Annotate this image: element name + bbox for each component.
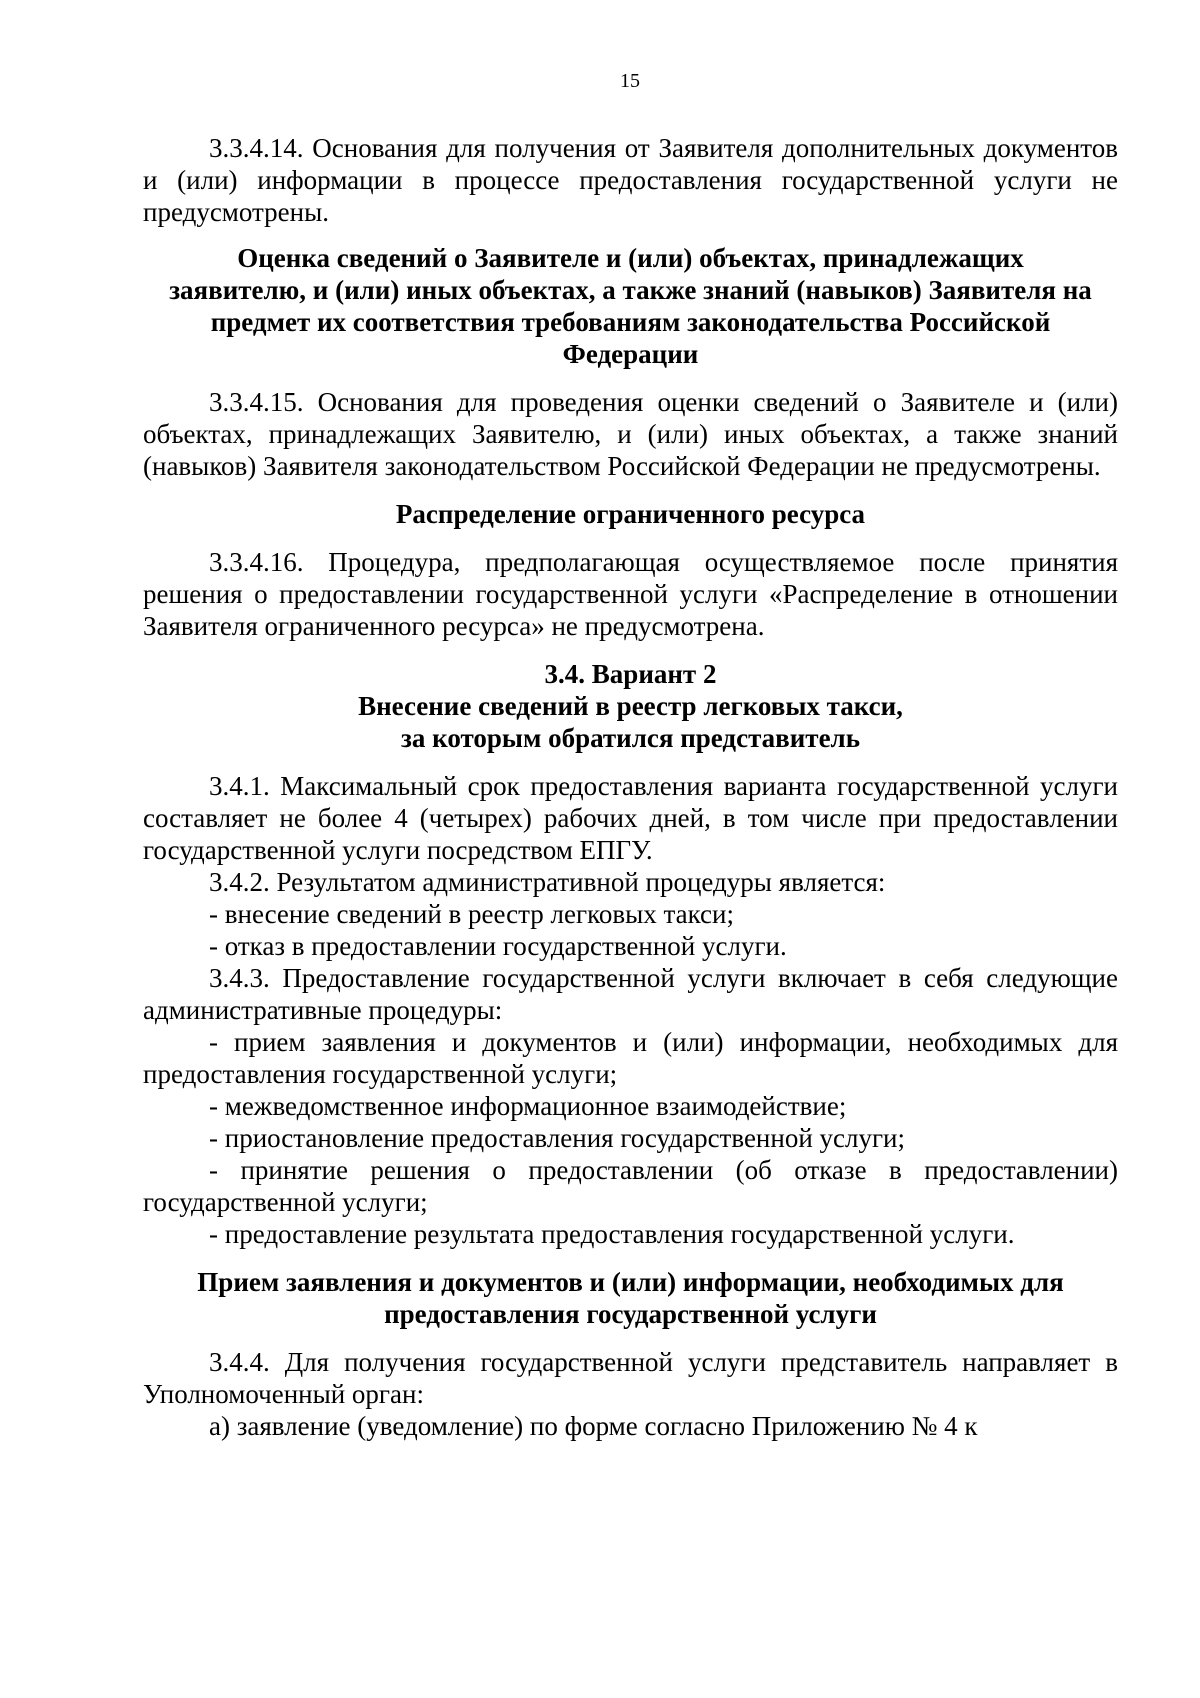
heading-line: Прием заявления и документов и (или) информации, необходимых для [197,1267,1064,1297]
heading-line: предмет их соответствия требованиям законодательства Российской [210,307,1051,337]
list-item: - межведомственное информационное взаимодействие; [209,1091,847,1121]
list-item: - отказ в предоставлении государственной услуги. [209,931,787,961]
paragraph-3-3-4-15: 3.3.4.15. Основания для проведения оценки сведений о Заявителе и (или) объектах, принадлежащих Заявителю, и (или) иных объектах, а также знаний (навыков) Заявителя законодательством Российской Федерации не предусмотрены. [143,387,1118,481]
section-heading-distribution: Распределение ограниченного ресурса [395,499,866,529]
paragraph-3-4-3: 3.4.3. Предоставление государственной услуги включает в себя следующие административные процедуры: [143,963,1118,1025]
document-body [143,132,1118,1442]
list-item: - приостановление предоставления государственной услуги; [209,1123,906,1153]
paragraph-3-4-4: 3.4.4. Для получения государственной услуги представитель направляет в Уполномоченный орган: [143,1347,1118,1409]
list-item: - прием заявления и документов и (или) информации, необходимых для предоставления государственной услуги; [143,1027,1118,1089]
heading-line: Внесение сведений в реестр легковых такси, [358,691,903,721]
section-heading-assessment [143,242,1118,370]
paragraph-3-4-1: 3.4.1. Максимальный срок предоставления варианта государственной услуги составляет не более 4 (четырех) рабочих дней, в том числе при предоставлении государственной услуги посредством ЕПГУ. [143,771,1118,865]
list-item: - принятие решения о предоставлении (об отказе в предоставлении) государственной услуги; [143,1155,1118,1217]
heading-line: за которым обратился представитель [401,723,860,753]
heading-line: заявителю, и (или) иных объектах, а также знаний (навыков) Заявителя на [169,275,1092,305]
section-heading-reception [143,1266,1118,1330]
list-item: - внесение сведений в реестр легковых такси; [209,899,734,929]
heading-line: 3.4. Вариант 2 [544,659,717,689]
heading-line: предоставления государственной услуги [384,1299,877,1329]
list-item: а) заявление (уведомление) по форме согласно Приложению № 4 к [209,1411,978,1441]
paragraph-3-3-4-16: 3.3.4.16. Процедура, предполагающая осуществляемое после принятия решения о предоставлении государственной услуги «Распределение в отношении Заявителя ограниченного ресурса» не предусмотрена. [143,547,1118,641]
paragraph-3-4-2: 3.4.2. Результатом административной процедуры является: [209,867,886,897]
list-item: - предоставление результата предоставления государственной услуги. [209,1219,1015,1249]
page-number: 15 [620,70,640,92]
heading-line: Оценка сведений о Заявителе и (или) объектах, принадлежащих [237,243,1024,273]
heading-line: Федерации [562,339,699,369]
section-heading-variant-2 [143,658,1118,754]
paragraph-3-3-4-14: 3.3.4.14. Основания для получения от Заявителя дополнительных документов и (или) информации в процессе предоставления государственной услуги не предусмотрены. [143,133,1118,227]
